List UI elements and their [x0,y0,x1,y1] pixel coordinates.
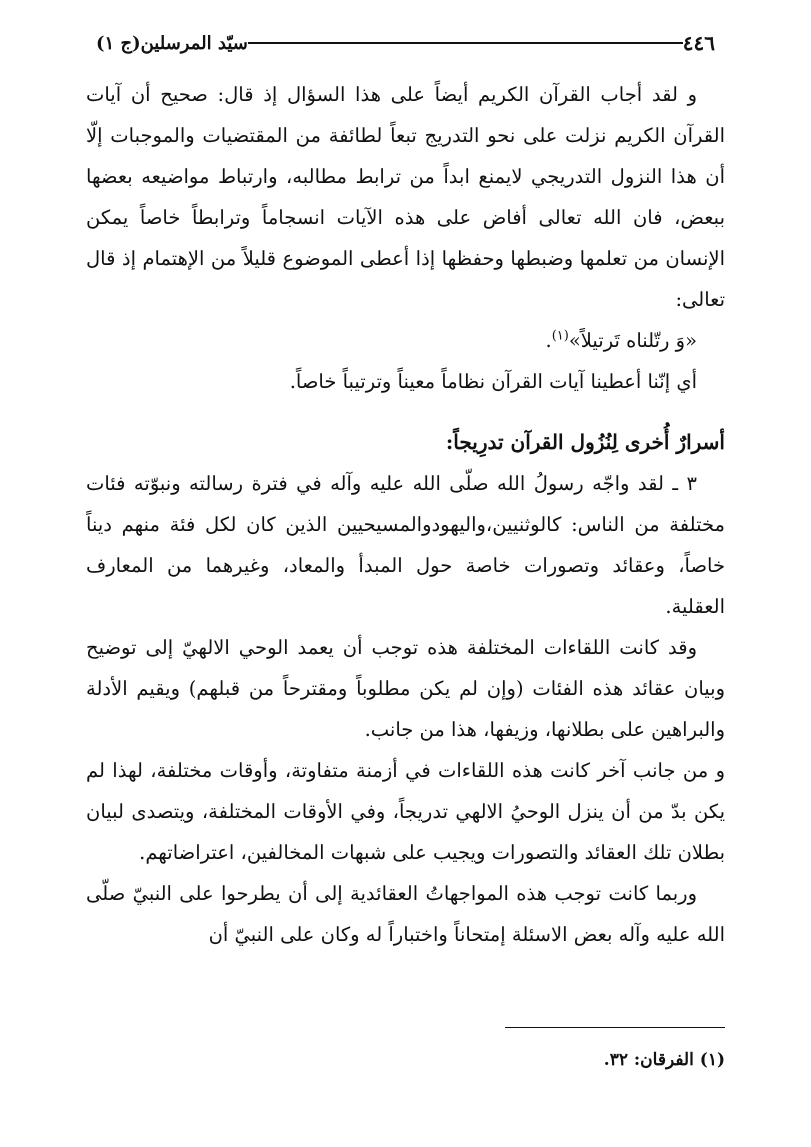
paragraph-1: و لقد أجاب القرآن الكريم أيضاً على هذا السؤال إذ قال: صحيح أن آيات القرآن الكريم نزلت على نحو التدريج تبعاً لطائفة من المقتضيات والموجبات إلّا أن هذا النزول التدريجي لايمنع ابداً من ترابط مطالبه، وارتباط مواضيعه بعضها ببعض، فان الله تعالى أفاض على هذه الآيات انسجاماً وترابطاً خاصاً يمكن الإنسان من تعلمها وضبطها وحفظها إذا أعطى الموضوع قليلاً من الإهتمام إذ قال تعالى: [86,83,725,311]
paragraph-6: وربما كانت توجب هذه المواجهاتُ العقائدية إلى أن يطرحوا على النبيّ صلّى الله عليه وآله بعض الاسئلة إمتحاناً واختباراً له وكان على النبيّ أن [86,882,725,946]
verse-end: . [545,329,552,352]
paragraph-4: وقد كانت اللقاءات المختلفة هذه توجب أن يعمد الوحي الالهيّ إلى توضيح وبيان عقائد هذه الفئات (وإن لم يكن مطلوباً ومقترحاً من قبلهم) ويقيم الأدلة والبراهين على بطلانها، وزيفها، هذا من جانب. [86,636,725,741]
page-number: ٤٤٦ [682,31,715,55]
paragraph-5: و من جانب آخر كانت هذه اللقاءات في أزمنة متفاوتة، وأوقات مختلفة، لهذا لم يكن بدّ من أن ينزل الوحيُ الالهي تدريجاً، وفي الأوقات المختلفة، ويتصدى لبيان بطلان تلك العقائد والتصورات ويجيب على شبهات المخالفين، اعتراضاتهم. [86,759,725,864]
footnote: (١) الفرقان: ٣٢. [603,1050,725,1070]
paragraph-2: أي إنّنا أعطينا آيات القرآن نظاماً معيناً وترتيباً خاصاً. [289,370,697,393]
page-header [86,28,725,58]
footnote-marker: (١) [551,328,569,344]
running-title: سيّد المرسلين(ج ١) [96,32,248,54]
section-heading: أسرارٌ أُخرى لِنُزُول القرآن تدرِيجاً: [445,430,725,454]
paragraph-3: ٣ ـ لقد واجّه رسولُ الله صلّى الله عليه وآله في فترة رسالته ونبوّته فئات مختلفة من الناس: كالوثنيين،واليهودوالمسيحيين الذين كان لكل فئة منهم ديناً خاصاً، وعقائد وتصورات خاصة حول المبدأ والمعاد، وغيرهما من المعارف العقلية. [86,472,725,618]
verse-line [86,320,725,361]
verse-text: «وَ رتّلناه تَرتيلاً» [568,329,697,352]
page-body [86,74,725,955]
footnote-rule [505,1027,725,1028]
header-rule [248,42,683,44]
